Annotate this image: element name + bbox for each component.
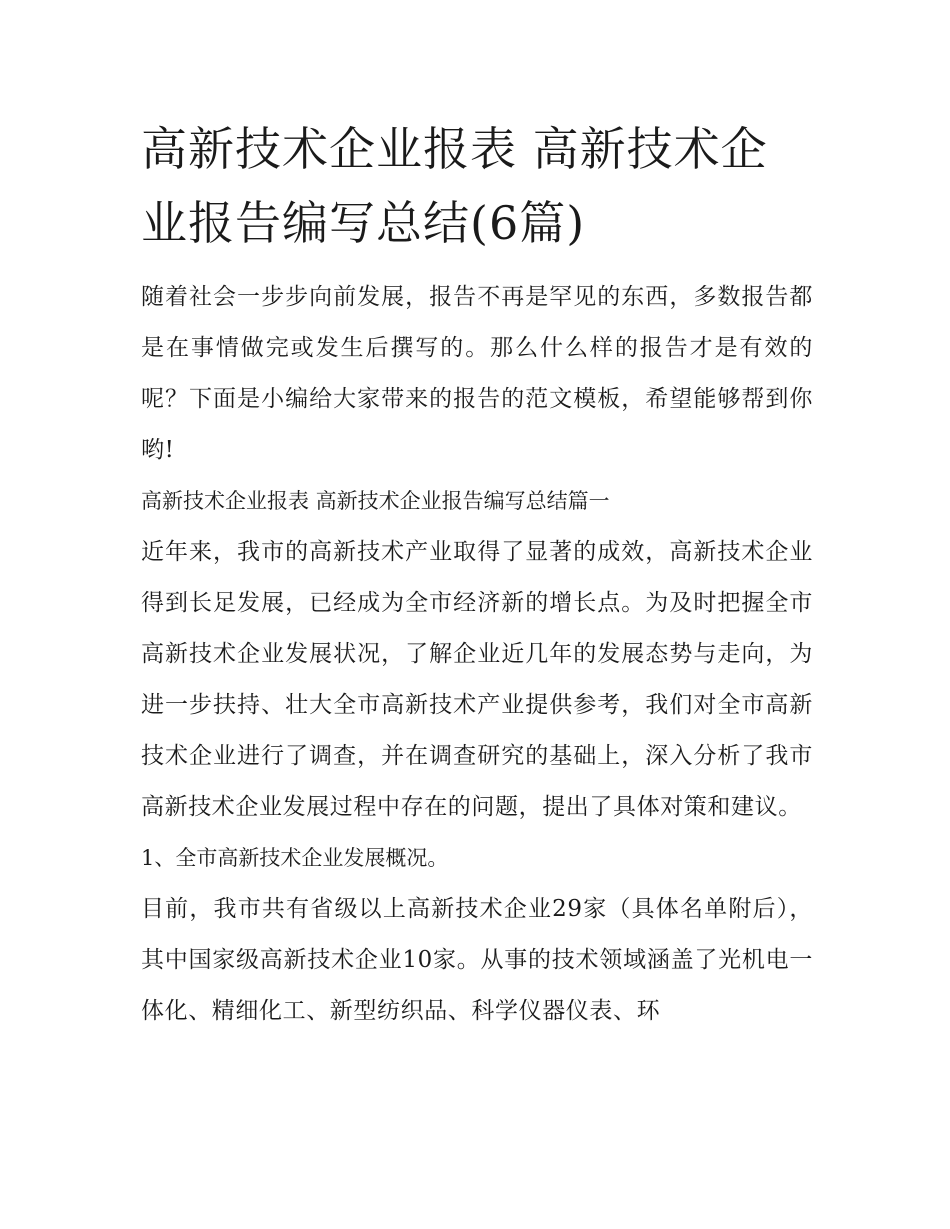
intro-paragraph: 随着社会一步步向前发展，报告不再是罕见的东西，多数报告都是在事情做完或发生后撰写的。那么什么样的报告才是有效的呢？下面是小编给大家带来的报告的范文模板，希望能够帮到你哟! [141, 284, 813, 463]
body-paragraph-2: 目前，我市共有省级以上高新技术企业29家（具体名单附后），其中国家级高新技术企业10家。从事的技术领域涵盖了光机电一体化、精细化工、新型纺织品、科学仪器仪表、环 [141, 896, 813, 1024]
document-page [141, 112, 813, 1037]
section-title: 高新技术企业报表 高新技术企业报告编写总结篇一 [141, 489, 610, 513]
subheading-1: 1、全市高新技术企业发展概况。 [141, 846, 449, 870]
document-title: 高新技术企业报表 高新技术企业报告编写总结(6篇) [141, 122, 768, 250]
body-paragraph-1: 近年来，我市的高新技术产业取得了显著的成效，高新技术企业得到长足发展，已经成为全市经济新的增长点。为及时把握全市高新技术企业发展状况，了解企业近几年的发展态势与走向，为进一步扶持、壮大全市高新技术产业提供参考，我们对全市高新技术企业进行了调查，并在调查研究的基础上，深入分析了我市高新技术企业发展过程中存在的问题，提出了具体对策和建议。 [141, 539, 813, 820]
